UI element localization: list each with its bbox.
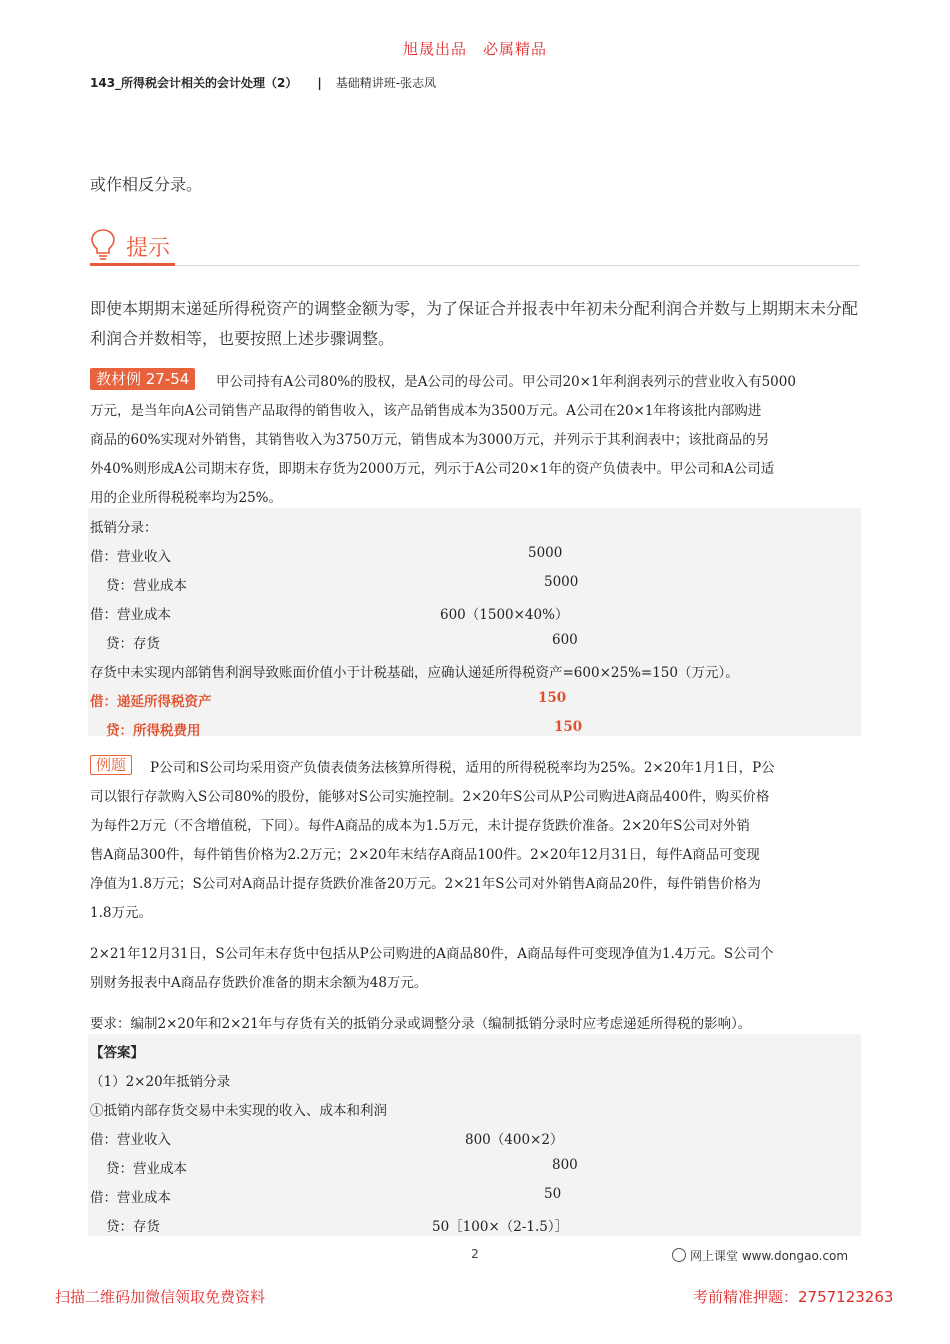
requirement-text: 要求：编制2×20年和2×21年与存货有关的抵销分录或调整分录（编制抵销分录时应考虑递延所得税的影响）。 (90, 1016, 752, 1032)
logo-icon (672, 1248, 686, 1262)
lightbulb-icon (90, 228, 116, 260)
tip-underline (90, 263, 175, 266)
example1-tag (90, 368, 195, 389)
entry-amount: 50［100×（2-1.5）］ (432, 1219, 569, 1235)
answer-sub2: ①抵销内部存货交易中未实现的收入、成本和利润 (90, 1103, 387, 1119)
site-logo (672, 1247, 848, 1264)
entry-amount: 5000 (544, 574, 579, 590)
brand-slogan: 旭晟出品 必属精品 (402, 40, 547, 58)
entry-amount-highlight: 150 (538, 690, 567, 706)
entry-label: 贷：营业成本 (106, 1161, 187, 1177)
answer-sub1: （1）2×20年抵销分录 (90, 1074, 231, 1090)
example2-line: 1.8万元。 (90, 905, 152, 921)
intro-text: 或作相反分录。 (90, 175, 203, 194)
example2-line: 司以银行存款购入S公司80%的股份，能够对S公司实施控制。2×20年S公司从P公司购进A商品400件，购买价格 (90, 789, 770, 805)
tip-text-line2: 利润合并数相等，也要按照上述步骤调整。 (90, 329, 395, 348)
example1-line: 外40%则形成A公司期末存货，即期末存货为2000万元，列示于A公司20×1年的资产负债表中。甲公司和A公司适 (90, 461, 775, 477)
example2-line: 为每件2万元（不含增值税，下同）。每件A商品的成本为1.5万元，未计提存货跌价准备。2×20年S公司对外销 (90, 818, 750, 834)
example1-line: 用的企业所得税税率均为25%。 (90, 490, 283, 506)
entry-label: 贷：存货 (106, 636, 160, 652)
entry-amount-highlight: 150 (554, 719, 583, 735)
logo-text: 网上课堂 www.dongao.com (690, 1249, 849, 1263)
example1-tag-label: 教材例 27-54 (90, 368, 195, 390)
tip-text-line1: 即使本期期末递延所得税资产的调整金额为零，为了保证合并报表中年初未分配利润合并数与上期期末未分配 (90, 299, 859, 318)
lesson-title: 143_所得税会计相关的会计处理（2） (90, 76, 298, 90)
entry-label-highlight: 贷：所得税费用 (106, 723, 201, 739)
promo-right: 考前精准押题：2757123263 (693, 1288, 894, 1306)
entry-amount: 800（400×2） (465, 1132, 564, 1148)
entry-amount: 800 (552, 1157, 578, 1173)
answer-title: 【答案】 (90, 1045, 144, 1061)
example2-line: 净值为1.8万元；S公司对A商品计提存货跌价准备20万元。2×21年S公司对外销售A商品20件，每件销售价格为 (90, 876, 761, 892)
example1-line: 甲公司持有A公司80%的股权，是A公司的母公司。甲公司20×1年利润表列示的营业收入有5000 (216, 374, 796, 390)
entry-label: 贷：营业成本 (106, 578, 187, 594)
example2-tag-label: 例题 (90, 755, 132, 775)
entry-amount: 50 (544, 1186, 562, 1202)
entry-amount: 600（1500×40%） (440, 607, 569, 623)
entry-label: 贷：存货 (106, 1219, 160, 1235)
entry-label-highlight: 借：递延所得税资产 (90, 694, 212, 710)
entry-label: 借：营业成本 (90, 1190, 171, 1206)
example2-line: 售A商品300件，每件销售价格为2.2万元；2×20年末结存A商品100件。2×20年12月31日，每件A商品可变现 (90, 847, 760, 863)
entry-amount: 5000 (528, 545, 563, 561)
example2-para2: 别财务报表中A商品存货跌价准备的期末余额为48万元。 (90, 975, 428, 991)
example1-line: 商品的60%实现对外销售，其销售收入为3750万元，销售成本为3000万元，并列示于其利润表中；该批商品的另 (90, 432, 770, 448)
example2-para2: 2×21年12月31日，S公司年末存货中包括从P公司购进的A商品80件，A商品每件可变现净值为1.4万元。S公司个 (90, 946, 774, 962)
course-header (90, 74, 436, 91)
entry-label: 借：营业收入 (90, 549, 171, 565)
entries-note: 存货中未实现内部销售利润导致账面价值小于计税基础，应确认递延所得税资产=600×25%=150（万元）。 (90, 665, 739, 681)
entry-label: 借：营业收入 (90, 1132, 171, 1148)
promo-left: 扫描二维码加微信领取免费资料 (55, 1288, 266, 1306)
tip-title: 提示 (126, 236, 171, 261)
entry-label: 借：营业成本 (90, 607, 171, 623)
page-number: 2 (471, 1247, 479, 1261)
example2-tag (90, 754, 132, 775)
header-separator: | (317, 76, 322, 90)
entry-amount: 600 (552, 632, 578, 648)
tip-divider (90, 265, 860, 266)
example1-line: 万元，是当年向A公司销售产品取得的销售收入，该产品销售成本为3500万元。A公司在20×1年将该批内部购进 (90, 403, 762, 419)
course-name: 基础精讲班-张志凤 (335, 76, 437, 90)
example2-line: P公司和S公司均采用资产负债表债务法核算所得税，适用的所得税税率均为25%。2×20年1月1日，P公 (150, 760, 775, 776)
entries-title: 抵销分录： (90, 520, 158, 536)
